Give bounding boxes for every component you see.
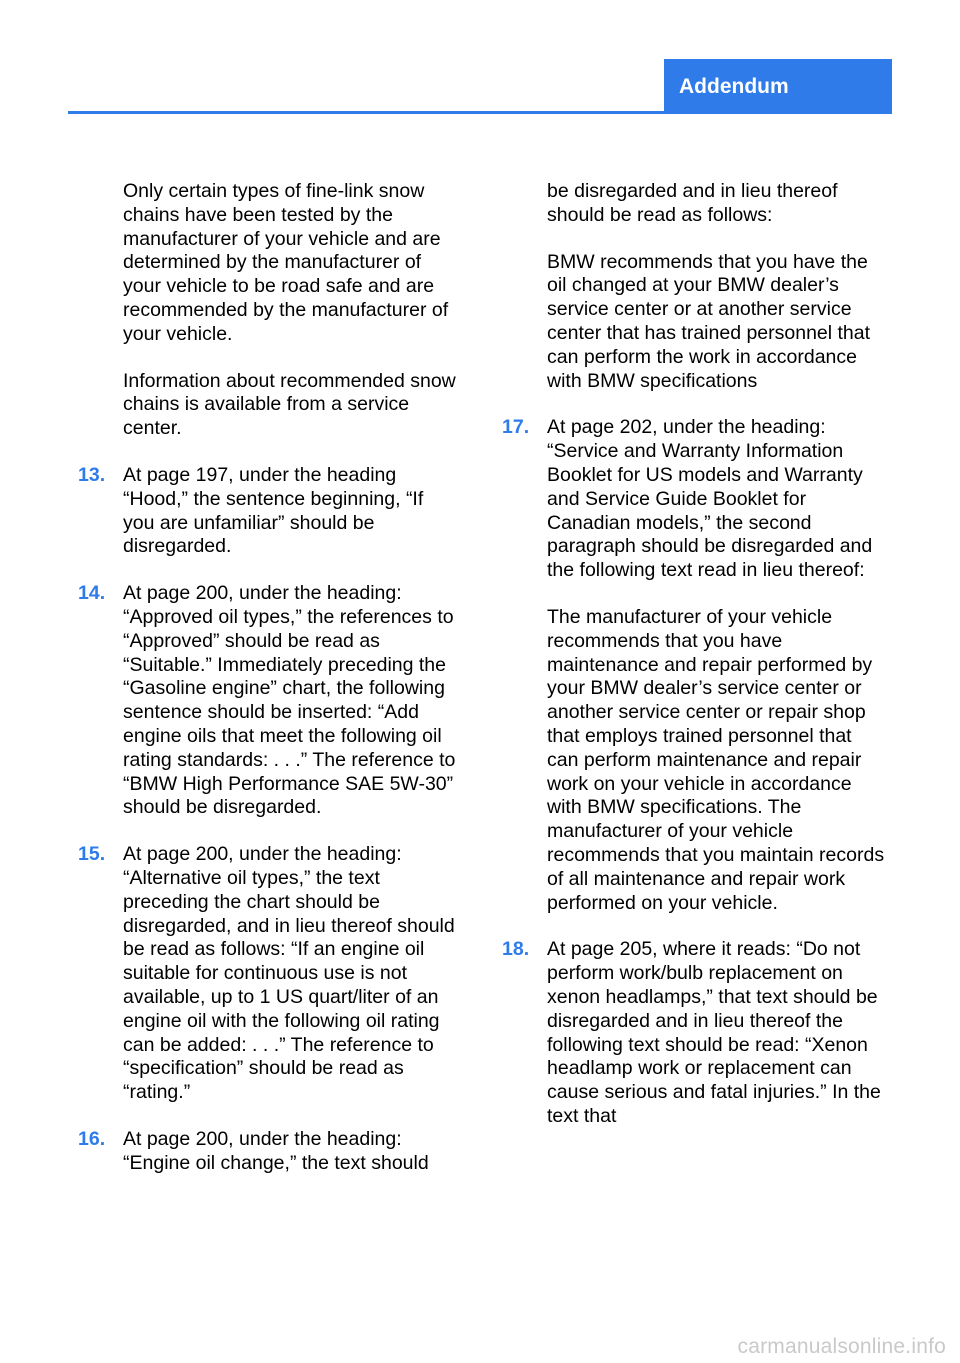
list-item-16: [78, 1128, 460, 1176]
watermark-text: carmanualsonline.info: [737, 1335, 946, 1358]
section-title-tab: [664, 59, 892, 114]
item-number: 18.: [502, 938, 530, 961]
paragraph: Information about recommended snow chains is available from a service center.: [123, 369, 456, 440]
list-item-18: [502, 938, 886, 1128]
list-item-13: [78, 464, 460, 559]
list-item-14: [78, 582, 460, 820]
item-text: At page 205, where it reads: “Do not perform work/bulb replacement on xenon headlamps,” that text should be disregarded and in lieu thereof the following text should be read: “Xenon headlamp work or replacement can cause serious and fatal injuries.” In the text that: [547, 938, 881, 1127]
left-column: [78, 180, 460, 1198]
item-number: 15.: [78, 843, 106, 866]
item-text: At page 200, under the heading: “Engine oil change,” the text should: [123, 1127, 429, 1174]
item-text: At page 200, under the heading: “Alternative oil types,” the text preceding the chart should be disregarded, and in lieu thereof should be read as follows: “If an engine oil suitable for continuous use is not available, up to 1 US quart/liter of an engine oil with the following oil rating can be added: . . .” The reference to “specification” should be read as “rating.”: [123, 843, 455, 1104]
item-number: 13.: [78, 463, 106, 486]
paragraph: BMW recommends that you have the oil changed at your BMW dealer’s service center or at another service center that has trained personnel that can perform the work in accordance with BMW specifications: [547, 250, 871, 392]
item-number: 16.: [78, 1127, 106, 1150]
paragraph: Only certain types of fine-link snow chains have been tested by the manufacturer of your vehicle and are determined by the manufacturer of your vehicle to be road safe and are recommended by the manufacturer of your vehicle.: [123, 180, 449, 345]
item-text: At page 197, under the heading “Hood,” the sentence beginning, “If you are unfamiliar” should be disregarded.: [123, 463, 424, 558]
list-item-15: [78, 843, 460, 1105]
section-title: Addendum: [679, 74, 789, 98]
header-rule: [68, 111, 892, 114]
right-column: [502, 180, 886, 1152]
paragraph: be disregarded and in lieu thereof should be read as follows:: [547, 180, 838, 226]
item-text: At page 202, under the heading: “Service and Warranty Information Booklet for US models and Warranty and Service Guide Booklet for Canadian models,” the second paragraph should be disregarded and the following text read in lieu thereof:: [547, 416, 873, 582]
item-number: 14.: [78, 582, 106, 605]
quoted-paragraph: The manufacturer of your vehicle recommends that you have maintenance and repair performed by your BMW dealer’s service center or another service center or repair shop that employs trained personnel that can perform maintenance and repair work on your vehicle in accordance with BMW specifications. The manufacturer of your vehicle recommends that you maintain records of all maintenance and repair work performed on your vehicle.: [547, 605, 885, 914]
item-text: At page 200, under the heading: “Approved oil types,” the references to “Approved” should be read as “Suitable.” Immediately preceding the “Gasoline engine” chart, the following sentence should be inserted: “Add engine oils that meet the following oil rating standards: . . .” The reference to “BMW High Performance SAE 5W-30” should be disregarded.: [123, 582, 456, 819]
item-number: 17.: [502, 416, 530, 439]
list-item-17: [502, 416, 886, 583]
